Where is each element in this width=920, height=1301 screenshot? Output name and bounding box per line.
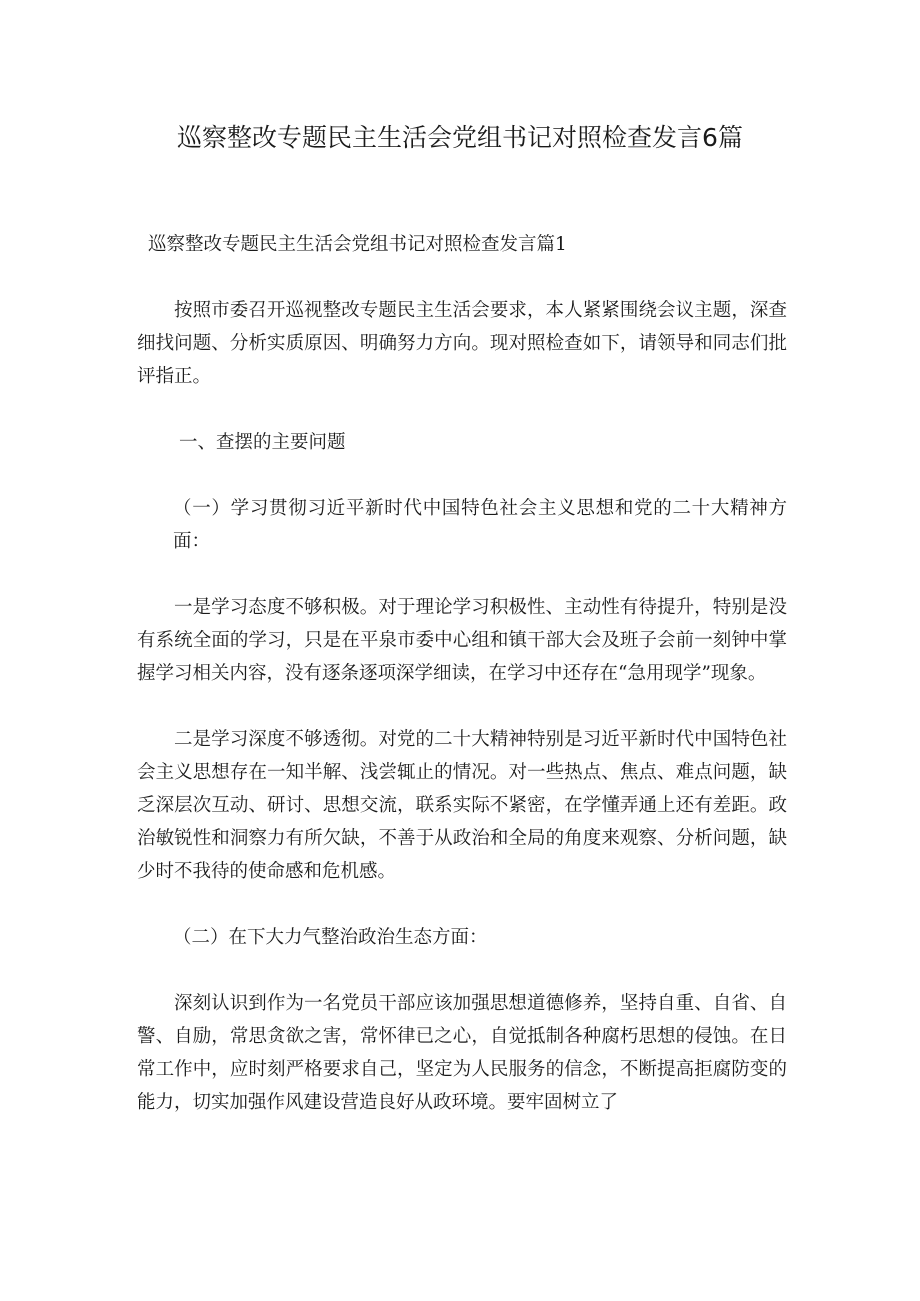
document-title: 巡察整改专题民主生活会党组书记对照检查发言6篇 [177,123,743,152]
point-paragraph-1: 一是学习态度不够积极。对于理论学习积极性、主动性有待提升，特别是没有系统全面的学习，只是在平泉市委中心组和镇干部大会及班子会前一刻钟中掌握学习相关内容，没有逐条逐项深学细读，在学习中还存在“急用现学”现象。 [137,597,787,684]
subsection-heading-2: （二）在下大力气整治政治生态方面： [173,927,488,948]
point-paragraph-2: 二是学习深度不够透彻。对党的二十大精神特别是习近平新时代中国特色社会主义思想存在一知半解、浅尝辄止的情况。对一些热点、焦点、难点问题，缺乏深层次互动、研讨、思想交流，联系实际不紧密，在学懂弄通上还有差距。政治敏锐性和洞察力有所欠缺，不善于从政治和全局的角度来观察、分析问题，缺少时不我待的使命感和危机感。 [137,729,787,882]
section-heading: 一、查摆的主要问题 [179,432,346,453]
document-body [137,228,787,1119]
intro-paragraph: 按照市委召开巡视整改专题民主生活会要求，本人紧紧围绕会议主题，深查细找问题、分析实质原因、明确努力方向。现对照检查如下，请领导和同志们批评指正。 [137,300,787,387]
subsection-heading-1: （一）学习贯彻习近平新时代中国特色社会主义思想和党的二十大精神方面： [173,498,787,552]
point-paragraph-3: 深刻认识到作为一名党员干部应该加强思想道德修养，坚持自重、自省、自警、自励，常思贪欲之害，常怀律已之心，自觉抵制各种腐朽思想的侵蚀。在日常工作中，应时刻严格要求自己，坚定为人民服务的信念，不断提高拒腐防变的能力，切实加强作风建设营造良好从政环境。要牢固树立了 [137,993,787,1113]
article-subtitle: 巡察整改专题民主生活会党组书记对照检查发言篇1 [148,234,567,255]
